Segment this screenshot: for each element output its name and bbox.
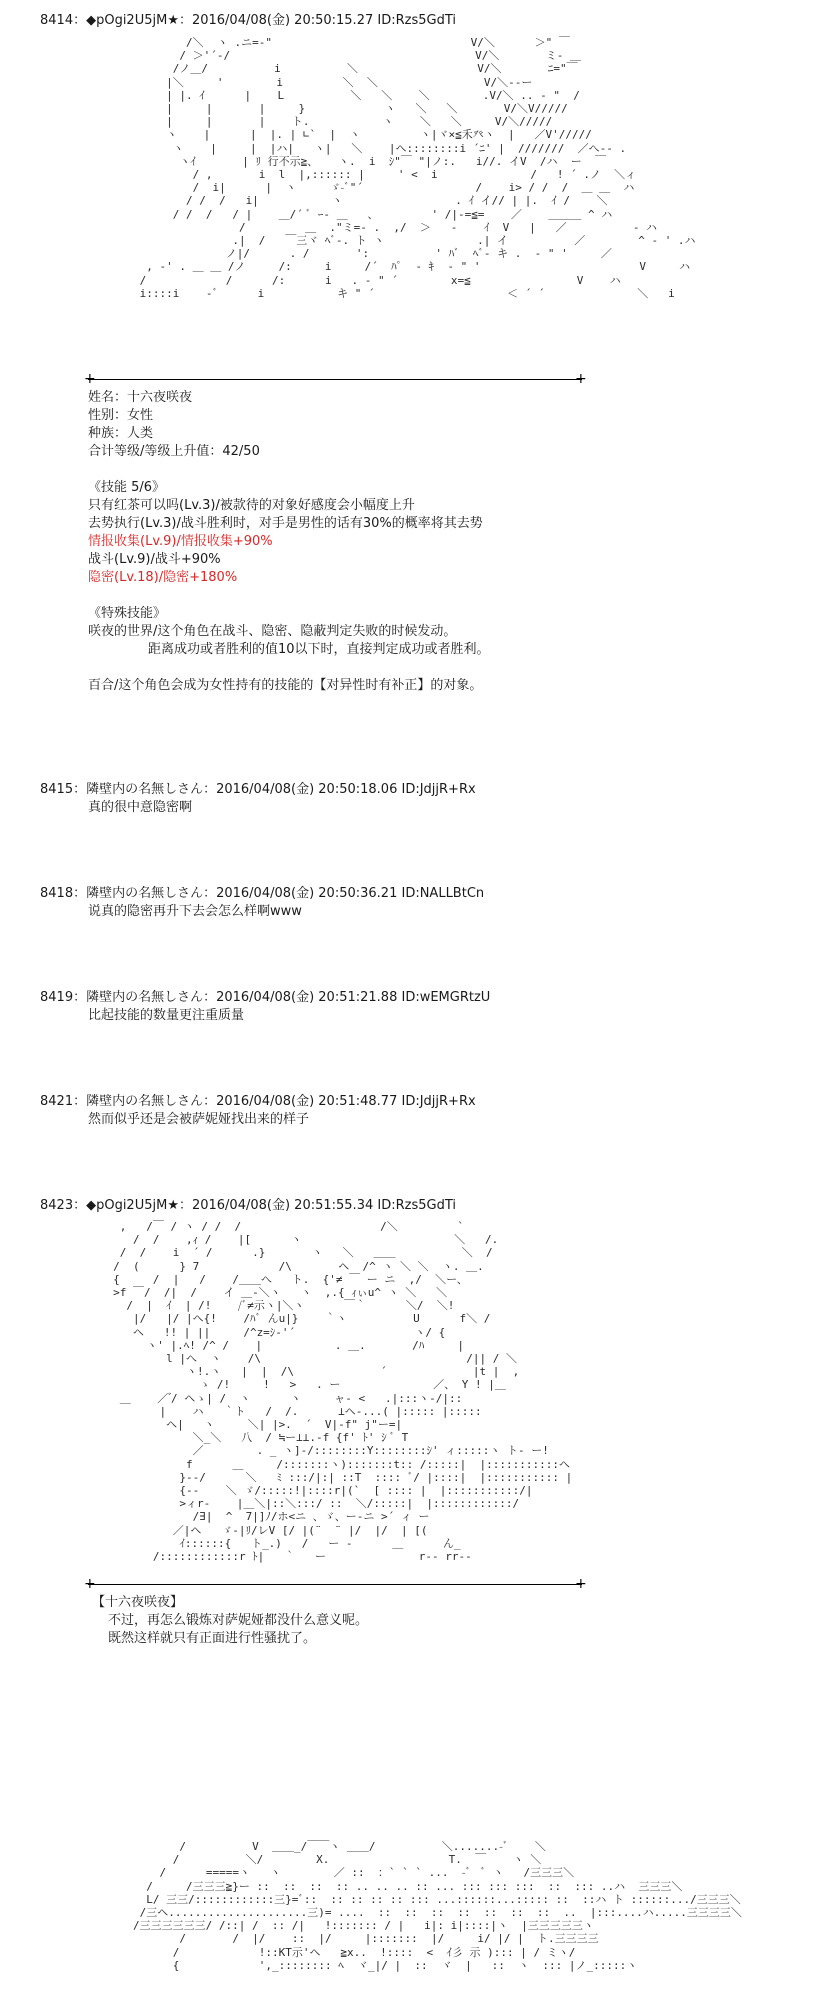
divider-plus-right: +	[575, 1576, 587, 1592]
post-header: 8421：隣壁内の名無しさん：2016/04/08(金) 20:51:48.77 ID:JdjjR+Rx	[40, 1094, 476, 1109]
dialogue-line: 不过，再怎么锻炼对萨妮娅都没什么意义呢。	[108, 1613, 369, 1628]
skill-item: 只有红茶可以吗(Lv.3)/被款待的对象好感度会小幅度上升	[88, 498, 415, 513]
skill-item: 去势执行(Lv.3)/战斗胜利时，对手是男性的话有30%的概率将其去势	[88, 516, 483, 531]
divider-line	[88, 1584, 582, 1585]
post-text: 然而似乎还是会被萨妮娅找出来的样子	[88, 1112, 310, 1127]
divider-plus-right: +	[575, 371, 587, 387]
post-text: 比起技能的数量更注重质量	[88, 1008, 245, 1023]
profile-level: 合计等级/等级上升值：42/50	[88, 444, 260, 459]
post-header: 8419：隣壁内の名無しさん：2016/04/08(金) 20:51:21.88 ID:wEMGRtzU	[40, 990, 491, 1005]
profile-race: 种族：人类	[88, 426, 154, 441]
skill-item: 情报收集(Lv.9)/情报收集+90%	[88, 534, 273, 549]
speaker-name: 【十六夜咲夜】	[92, 1595, 184, 1610]
post-text: 说真的隐密再升下去会怎么样啊www	[88, 904, 302, 919]
post-header: 8414：◆pOgi2U5jM★：2016/04/08(金) 20:50:15.27 ID:Rzs5GdTi	[40, 13, 456, 28]
special-skill-line: 咲夜的世界/这个角色在战斗、隐密、隐蔽判定失败的时候发动。	[88, 624, 457, 639]
divider-plus-left: +	[84, 1576, 96, 1592]
divider-plus-left: +	[84, 371, 96, 387]
skill-item: 隐密(Lv.18)/隐密+180%	[88, 570, 238, 585]
skills-title: 《技能 5/6》	[88, 480, 166, 495]
special-skill-line: 距离成功或者胜利的值10以下时，直接判定成功或者胜利。	[148, 642, 490, 657]
post-header: 8423：◆pOgi2U5jM★：2016/04/08(金) 20:51:55.34 ID:Rzs5GdTi	[40, 1198, 456, 1213]
dialogue-line: 既然这样就只有正面进行性骚扰了。	[108, 1631, 317, 1646]
post-header: 8415：隣壁内の名無しさん：2016/04/08(金) 20:50:18.06 ID:JdjjR+Rx	[40, 782, 476, 797]
profile-gender: 性别：女性	[88, 408, 154, 423]
ascii-art: , /￣ / ヽ / / / /＼ ` / / ,ｨ / |[ ヽ ＼ /. / / i ´ / .} ヽ ＼ ＿＿ ＼ / / ( } 7 /\ ヘ /^ ヽ ＼ ＼ ヽ. ＿. { / | / /＿＿へ ト. {'≠ ￣ ー ニ ,/ ＼ー、 >f ￣/ /| / イ ＿-＼ヽ ヽ ,.{ ｨぃu^ ヽ ＼ ＼ / | ｲ | /! /ﾞ≠示ヽ|＼ヽ ￣｀ ＼/ ＼! |/ |/ |ヘ{! /ﾊﾞ んu|} ｀ヽ U f＼ / ヘ !! | || /^z=ｼ‐'´ ヽ/ { ヽ' |.ﾍ! /^ / | . ＿. /ﾊ | l |へ ヽ /\ /|| / ＼ ヽ!.ヽ | | /\ ´ |t | , ゝ /! ! > . ー ／、 Y ! |＿ ＿ ／ ゙/ ヘゝ| / ヽ ヽ ャ- < .|:::ヽ-/|:: | ハ ｀ト / /. ⊥ヘ-...( |::::: |::::: ヘ| ヽ ＼| |>. ´ V|‐f" j"ー=| ＼_＼ 八 / ≒ー⊥⊥.-f {f' ﾄ' ｼ ﾞ T ／ . _ ヽ]-/::::::::Y::::::::ｼ' ィ:::::ヽ ト- ー! f ＿ /:::::::ヽ):::::::t:: /:::::| |:::::::::::ヘ }-‐/ ＼ ﾐ :::/|:| ::T :::: ﾞ/ |::::| |::::::::::: | {‐‐ ＼ ゞ/:::::!|::::r|(` [ :::: | |:::::::::::/| >ィr- |＿＼|::＼:::/ :: ＼/:::::| |::::::::::::/ /∃| ^ 7|]ﾉ/ホ<ニ 、ゞ、ー‐ニ >´ ィ ー ／|ヘ ゞ-|ﾘ/レV [/ |(¨ ¨ |/ |/ | [( ｲ::::::{ ト_.) / ー - ＿ ん_ /::::::::::::r ﾄ| ｀ ー r‐‐ rr‐‐	[113, 1220, 573, 1564]
yuri-skill-line: 百合/这个角色会成为女性持有的技能的【对异性时有补正】的对象。	[88, 678, 483, 693]
ascii-art: / V ＿＿_/￣￣ヽ ＿＿/ ＼.......-ﾞ ＼ / ＼/ X. T. ￣ ヽ ＼ / =====ヽ ヽ ／ :: ：` ` ` ... -ﾞ ﾞ ヽ /三三三＼ / /三三三≧}ー :: :: :: :: .. .. .. :: ... ::: ::: ::: :: ::: ..ハ 三三三＼ L/ 三三/::::::::::::三}=ﾞ:: :: :: :: :: ::: ...::::::...::::: :: ::ハ ト ::::::.../三三三＼ /三ヘ.....................三)= .... :: :: :: :: :: :: :: .. |:::....ハ.....三三三三＼ /三三三三三三/ /::| / :: /| !::::::: / | i|: i|::::|ヽ |三三三三三ヽ / / |/ :: |/ |::::::: |/ i/ |/ | ト.三三三三 / !::KT示'ヘ ≧x.. !:::: < ｲ彡 示 )::: | / ミヽ/ { ',_:::::::: ﾍ ヾ_|/ | :: ヾ | :: ヽ ::: |ノ_:::::ヽ	[132, 1840, 742, 1972]
divider-line	[88, 379, 582, 380]
skill-item: 战斗(Lv.9)/战斗+90%	[88, 552, 221, 567]
ascii-art: /＼ ヽ .ニ=‐" V/＼ ＞" ￣ / ＞'´‐/ V/＼ ミ- ＿ /ノ＿/ i ＼ V/＼ ﾆ="￣ |＼ ' i ＼ ＼ V/＼-‐ー | |. ｲ | L ＼ ＼ ＼ .V/＼ .. - " / | | | } ヽ ＼ ＼ V/＼V///// | | | ト. ヽ ＼ ＼ V/＼///// ヽ | | |. | ∟` | ヽ ヽ|ヾ×≦禾癶ヽ | ／V'///// ヽ | | |ハ| ヽ| ＼ |ヘ::::::::i ´ﾆ' | /////// ／へ-- . ヽｲ | ﾘ 行不示≧、 ヽ. i ｼ"￣ "|ノ:. i//. イV /ハ ー ￣ / , i l |,:::::: | ' < i / ! ´ .ノ ＼ィ / i| | ヽ ゞ-ﾞ"´ / i> / / / ＿ ＿ ハ / / / i| ヽ . ｲ イ// | |. ｲ / ＼ / / / / | ＿/´ ﾞ ｰ- ＿ 、 ' /|‐=≦= ／ ＿＿＿ ^ ハ / ＿ ."ミ=- . ,/ ＞ - ｲ V | ／ - ハ .| / ￣三ヾ ﾍﾞ-. ト ヽ .| イ ／ ^ - ' .ハ ノ|/ . / ': ' ﾊﾞ ﾍﾞ- キ . - " ' ／ , -' . ＿ ＿ /ノ /: i /´ ﾊﾟ - ｷ - " ' V ハ / / /: i . - " ´ x=≦ V ハ i::::i ‐ﾞ i キ " ´ ＜ ´ ´ ＼ i	[139, 36, 696, 300]
post-header: 8418：隣壁内の名無しさん：2016/04/08(金) 20:50:36.21 ID:NALLBtCn	[40, 886, 485, 901]
post-text: 真的很中意隐密啊	[88, 800, 193, 815]
special-skills-title: 《特殊技能》	[88, 606, 167, 621]
profile-name: 姓名：十六夜咲夜	[88, 390, 193, 405]
